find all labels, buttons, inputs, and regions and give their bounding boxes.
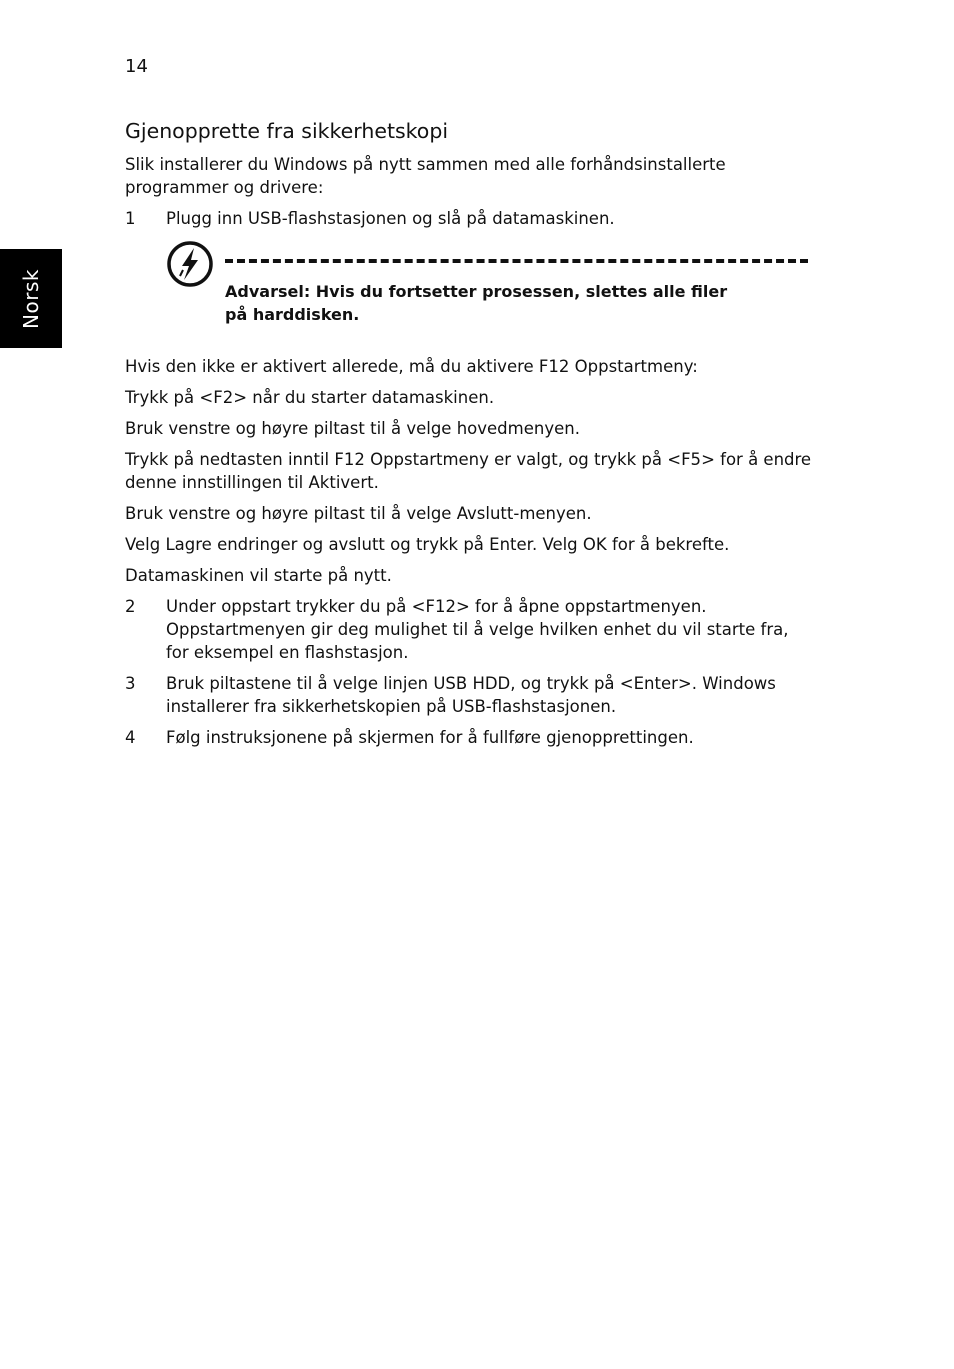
- key-f5: F5: [681, 450, 702, 469]
- warning-box: [166, 240, 815, 330]
- step-text: Plugg inn USB-flashstasjonen og slå på datamaskinen.: [166, 209, 615, 228]
- text-run: Velg: [125, 535, 166, 554]
- language-side-tab: [0, 249, 62, 348]
- text-run: Under oppstart trykker du på <: [166, 597, 426, 616]
- language-label: Norsk: [19, 268, 43, 329]
- text-run: > for å endre denne innstillingen til Aktivert.: [125, 450, 812, 492]
- step-text: Følg instruksjonene på skjermen for å fullføre gjenopprettingen.: [166, 728, 694, 747]
- paragraph-restart: Datamaskinen vil starte på nytt.: [125, 566, 392, 585]
- paragraph-main-menu: Bruk venstre og høyre piltast til å velge hovedmenyen.: [125, 419, 580, 438]
- text-run: Trykk på <: [125, 388, 214, 407]
- key-f2: F2: [213, 388, 234, 407]
- step-2: [125, 595, 815, 664]
- step-number: 1: [125, 209, 136, 228]
- text-run: og trykk på: [384, 535, 490, 554]
- paragraph-exit-menu: Bruk venstre og høyre piltast til å velge Avslutt-menyen.: [125, 504, 592, 523]
- step-number: 2: [125, 597, 136, 616]
- key-save-changes: Lagre endringer og avslutt: [165, 535, 385, 554]
- warning-text: Advarsel: Hvis du fortsetter prosessen, slettes alle filer på harddisken.: [225, 282, 728, 324]
- section-heading: Gjenopprette fra sikkerhetskopi: [125, 119, 449, 143]
- step-4: [125, 726, 815, 749]
- key-ok: OK: [582, 535, 607, 554]
- page-number: 14: [125, 56, 148, 77]
- key-usb-hdd: USB HDD: [433, 674, 511, 693]
- paragraph-f12-intro: Hvis den ikke er aktivert allerede, må du aktivere F12 Oppstartmeny:: [125, 357, 698, 376]
- text-run: . Velg: [531, 535, 583, 554]
- step-number: 4: [125, 728, 136, 747]
- warning-divider: [225, 259, 808, 263]
- paragraph-save-exit: [125, 533, 815, 556]
- text-run: Trykk på nedtasten inntil F12 Oppstartmeny er valgt, og trykk på <: [125, 450, 682, 469]
- text-run: Bruk piltastene til å velge linjen: [166, 674, 434, 693]
- key-f12: F12: [425, 597, 456, 616]
- text-run: for å bekrefte.: [606, 535, 730, 554]
- step-1: [125, 207, 815, 230]
- paragraph-press-f2: [125, 386, 815, 409]
- document-body: [125, 117, 815, 757]
- step-number: 3: [125, 674, 136, 693]
- text-run: >. Windows installerer fra sikkerhetskopien på USB-flashstasjonen.: [166, 674, 776, 716]
- key-enter: Enter: [489, 535, 532, 554]
- intro-paragraph: Slik installerer du Windows på nytt sammen med alle forhåndsinstallerte programmer og drivere:: [125, 155, 726, 197]
- step-3: [125, 672, 815, 718]
- text-run: > for å åpne oppstartmenyen. Oppstartmenyen gir deg mulighet til å velge hvilken enhet du vil starte fra, for eksempel en flashstasjon.: [166, 597, 789, 662]
- key-enter: Enter: [633, 674, 678, 693]
- lightning-warning-icon: [166, 240, 214, 288]
- text-run: > når du starter datamaskinen.: [233, 388, 495, 407]
- paragraph-press-f5: [125, 448, 815, 494]
- text-run: , og trykk på <: [510, 674, 634, 693]
